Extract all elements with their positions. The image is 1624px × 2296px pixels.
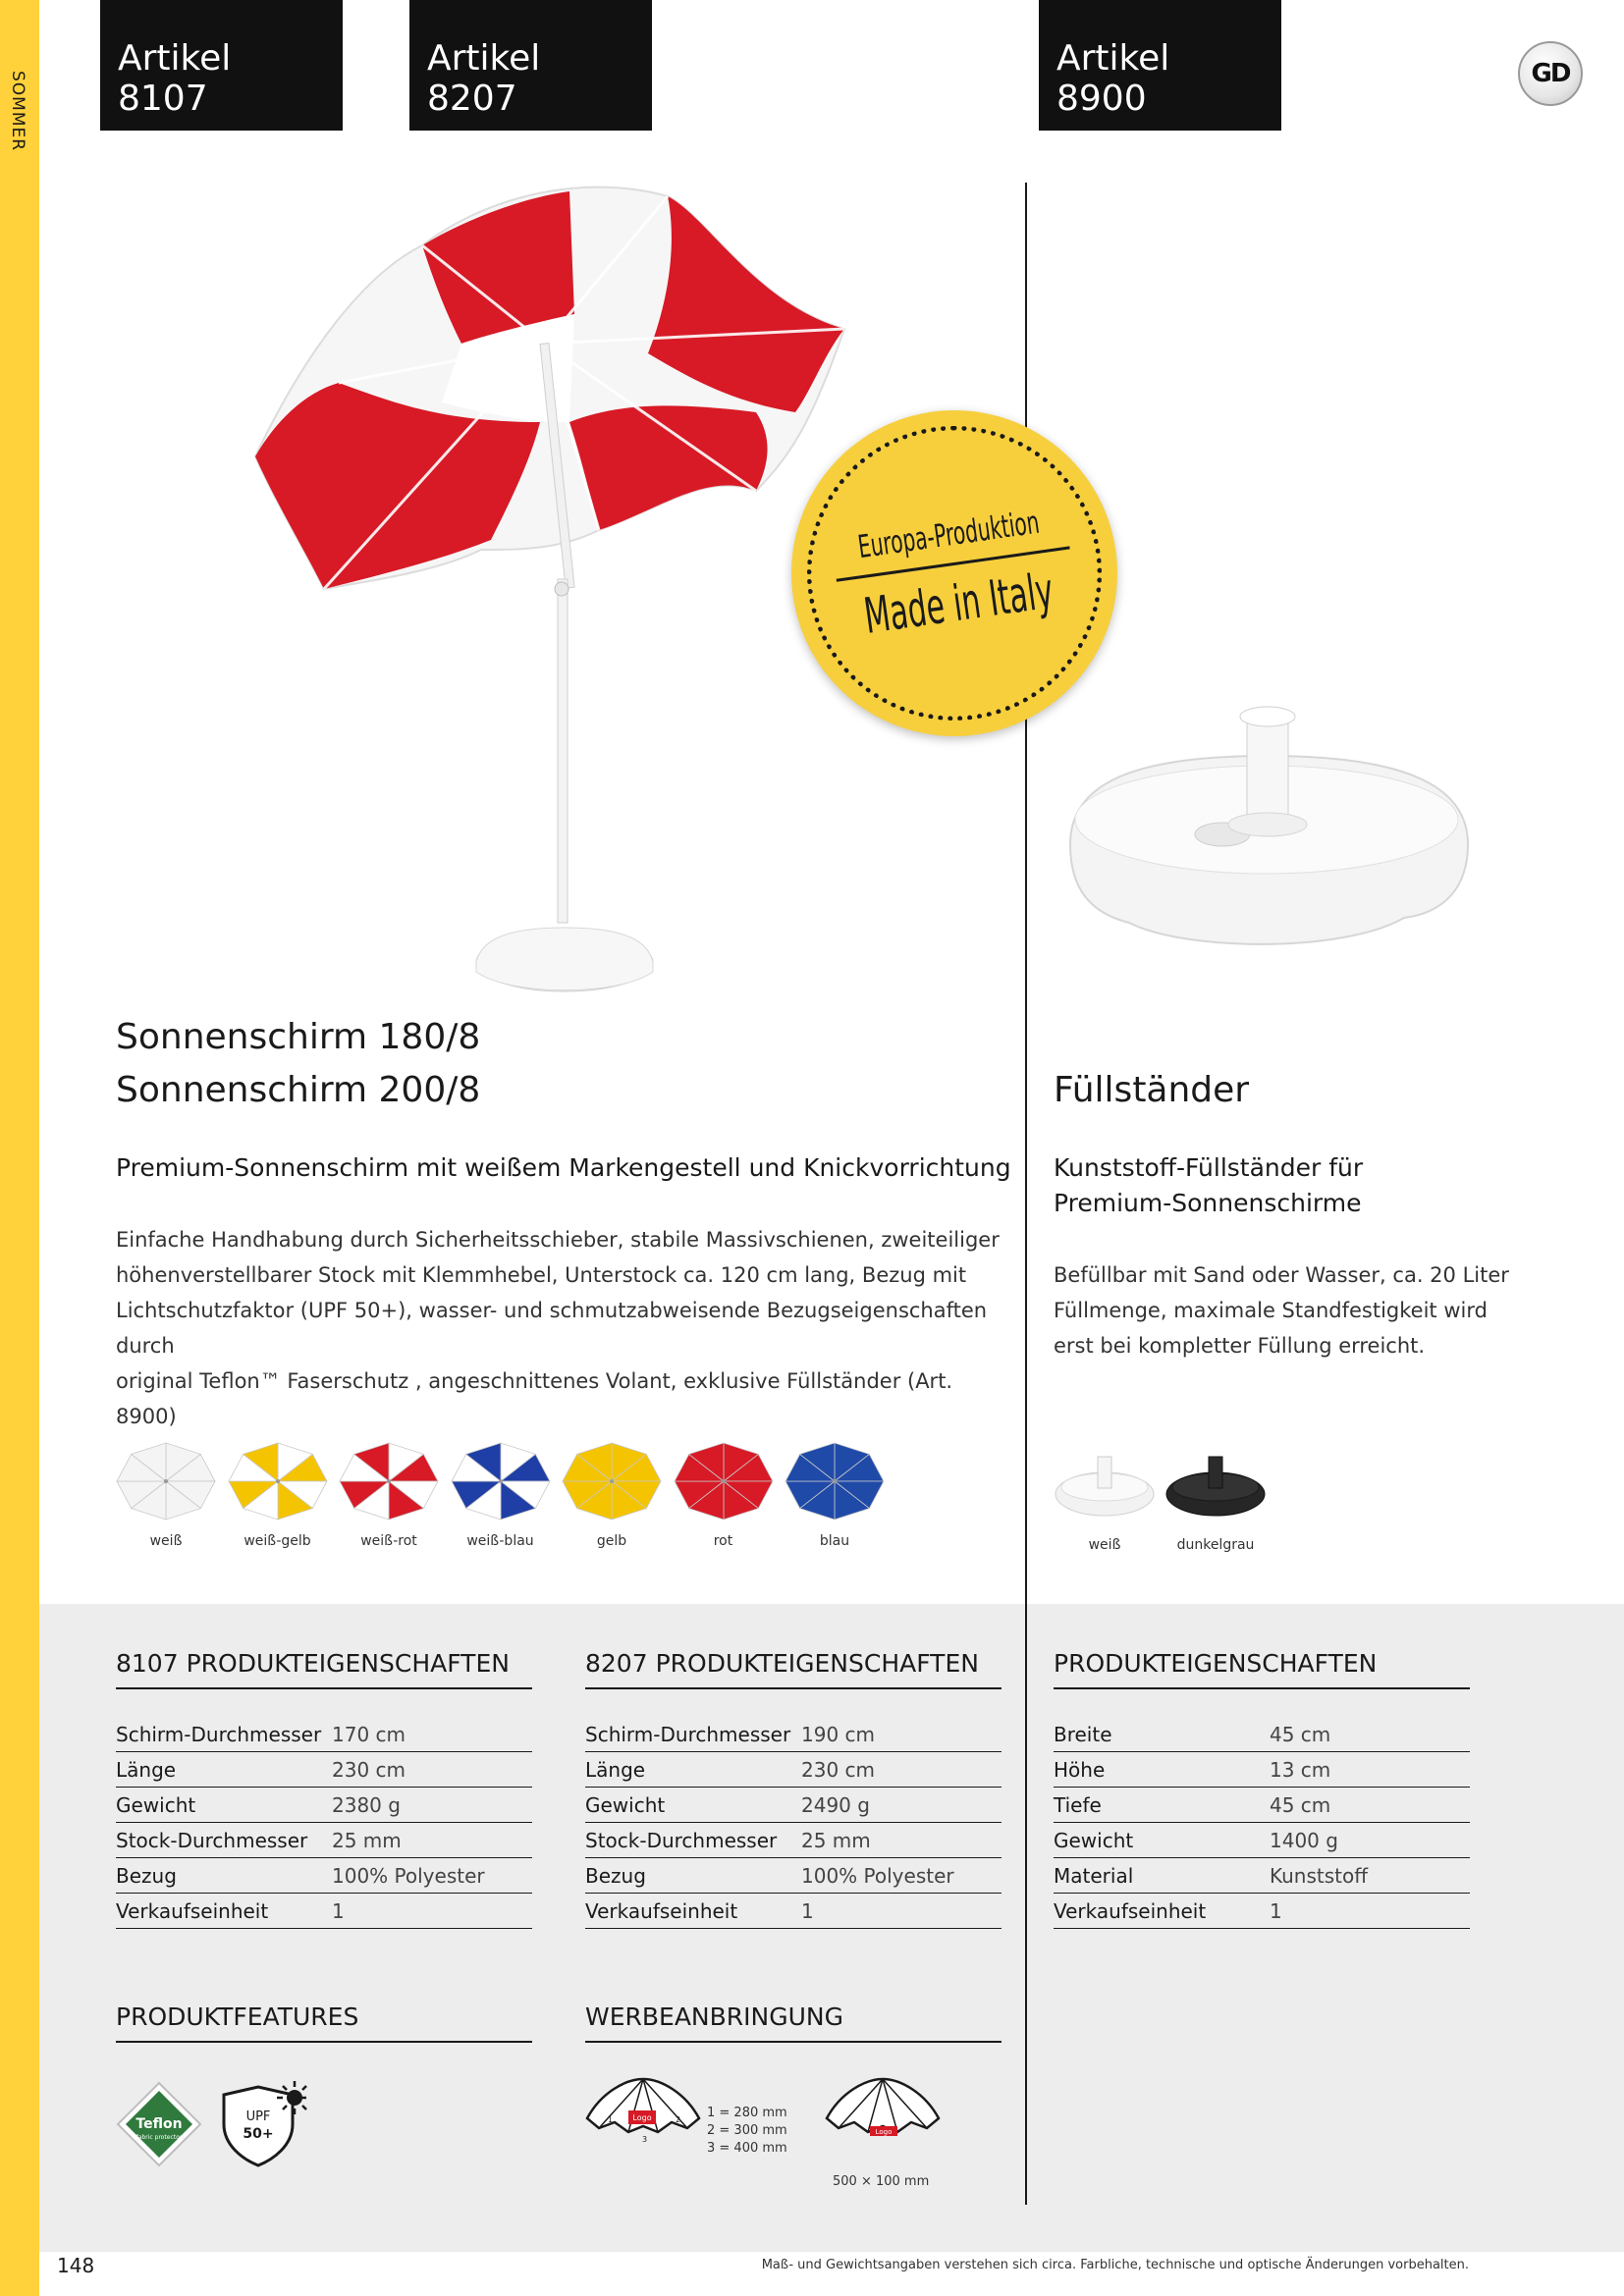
table-row xyxy=(585,1788,1001,1823)
prop-key: Verkaufseinheit xyxy=(116,1898,269,1923)
umbrella-swatch xyxy=(337,1439,441,1549)
brand-logo-text: GD xyxy=(1531,59,1570,88)
stand-swatch-label: weiß xyxy=(1088,1537,1121,1553)
prop-value: 45 cm xyxy=(1270,1792,1331,1817)
table-row xyxy=(1054,1788,1470,1823)
stand-subtitle-line-2: Premium-Sonnenschirme xyxy=(1054,1189,1362,1217)
umbrella-swatch-image xyxy=(337,1439,441,1523)
teflon-sub-label: fabric protector xyxy=(135,2134,183,2141)
prop-key: Material xyxy=(1054,1863,1134,1888)
table-row xyxy=(116,1894,532,1929)
table-row xyxy=(116,1823,532,1858)
stand-swatch-white xyxy=(1053,1443,1157,1553)
stamp-line-2: Made in Italy xyxy=(860,561,1056,645)
table-row xyxy=(585,1823,1001,1858)
table-row xyxy=(116,1752,532,1788)
branding-size-line: 1 = 280 mm xyxy=(707,2106,787,2120)
branding-valance-logo-label: Logo xyxy=(875,2128,893,2136)
prop-value: 100% Polyester xyxy=(332,1863,485,1888)
article-tab-8107 xyxy=(100,0,343,131)
prop-key: Stock-Durchmesser xyxy=(585,1828,778,1852)
table-row xyxy=(116,1788,532,1823)
stand-swatch-darkgray-image xyxy=(1164,1443,1268,1527)
branding-canopy-print-icon xyxy=(581,2071,705,2162)
article-tab-label: Artikel 8900 xyxy=(1056,38,1170,119)
prop-value: 230 cm xyxy=(332,1757,406,1782)
umbrella-swatch xyxy=(672,1439,776,1549)
umbrella-swatch-label: weiß-rot xyxy=(360,1533,417,1549)
upf-shield-icon xyxy=(214,2081,308,2169)
table-row xyxy=(1054,1823,1470,1858)
prop-key: Schirm-Durchmesser xyxy=(116,1722,322,1746)
svg-text:2: 2 xyxy=(676,2115,681,2124)
umbrella-swatch xyxy=(449,1439,553,1549)
prop-value: Kunststoff xyxy=(1270,1863,1369,1888)
article-tab-label: Artikel 8207 xyxy=(427,38,541,119)
stand-title: Füllständer xyxy=(1054,1070,1250,1110)
umbrella-swatch xyxy=(783,1439,887,1549)
prop-value: 1 xyxy=(801,1898,814,1923)
umbrella-swatch xyxy=(114,1439,218,1549)
umbrella-description-line: höhenverstellbarer Stock mit Klemmhebel, Unterstock ca. 120 cm lang, Bezug mit xyxy=(116,1263,967,1287)
table-row xyxy=(1054,1717,1470,1752)
table-row xyxy=(585,1752,1001,1788)
table-row xyxy=(116,1858,532,1894)
prop-value: 1 xyxy=(1270,1898,1282,1923)
umbrella-swatch-image xyxy=(226,1439,330,1523)
brand-logo xyxy=(1518,41,1583,106)
umbrella-swatch-label: rot xyxy=(713,1533,733,1549)
stand-description-line: erst bei kompletter Füllung erreicht. xyxy=(1054,1334,1426,1358)
umbrella-swatch-label: weiß-gelb xyxy=(244,1533,311,1549)
props-stand-table xyxy=(1054,1649,1470,1929)
table-row xyxy=(585,1717,1001,1752)
prop-value: 230 cm xyxy=(801,1757,876,1782)
umbrella-swatch-image xyxy=(114,1439,218,1523)
article-tab-label: Artikel 8107 xyxy=(118,38,232,119)
umbrella-description-line: Lichtschutzfaktor (UPF 50+), wasser- und schmutzabweisende Bezugseigenschaften durch xyxy=(116,1299,988,1358)
prop-key: Schirm-Durchmesser xyxy=(585,1722,791,1746)
prop-key: Höhe xyxy=(1054,1757,1106,1782)
prop-key: Verkaufseinheit xyxy=(1054,1898,1207,1923)
prop-key: Gewicht xyxy=(116,1792,196,1817)
page-number: 148 xyxy=(57,2254,95,2277)
prop-value: 100% Polyester xyxy=(801,1863,954,1888)
branding-title: WERBEANBRINGUNG xyxy=(585,2002,1001,2043)
prop-key: Verkaufseinheit xyxy=(585,1898,738,1923)
umbrella-product-image xyxy=(245,177,874,1011)
prop-value: 190 cm xyxy=(801,1722,876,1746)
prop-key: Bezug xyxy=(585,1863,646,1888)
side-color-bar xyxy=(0,0,39,2296)
features-title: PRODUKTFEATURES xyxy=(116,2002,532,2043)
umbrella-description-line: original Teflon™ Faserschutz , angeschnittenes Volant, exklusive Füllständer (Art. 8900) xyxy=(116,1369,953,1428)
umbrella-swatch-image xyxy=(449,1439,553,1523)
prop-key: Breite xyxy=(1054,1722,1112,1746)
upf-label: UPF xyxy=(245,2109,271,2124)
prop-value: 13 cm xyxy=(1270,1757,1331,1782)
table-row xyxy=(1054,1894,1470,1929)
prop-value: 25 mm xyxy=(332,1828,402,1852)
teflon-icon xyxy=(114,2079,204,2169)
props-stand-title: PRODUKTEIGENSCHAFTEN xyxy=(1054,1649,1470,1689)
stand-product-image xyxy=(1051,677,1483,972)
umbrella-swatch xyxy=(226,1439,330,1549)
stand-description-line: Füllmenge, maximale Standfestigkeit wird xyxy=(1054,1299,1488,1322)
prop-value: 45 cm xyxy=(1270,1722,1331,1746)
table-row xyxy=(585,1894,1001,1929)
prop-key: Länge xyxy=(116,1757,177,1782)
stand-description-line: Befüllbar mit Sand oder Wasser, ca. 20 Liter xyxy=(1054,1263,1509,1287)
branding-logo-label: Logo xyxy=(632,2113,652,2122)
article-tab-8207 xyxy=(409,0,652,131)
umbrella-swatch-image xyxy=(560,1439,664,1523)
section-label: SOMMER xyxy=(8,71,27,152)
umbrella-title-180: Sonnenschirm 180/8 xyxy=(116,1017,481,1057)
umbrella-title-200: Sonnenschirm 200/8 xyxy=(116,1070,481,1110)
branding-valance-print-icon xyxy=(821,2071,945,2162)
prop-value: 25 mm xyxy=(801,1828,871,1852)
table-row xyxy=(585,1858,1001,1894)
table-row xyxy=(1054,1858,1470,1894)
prop-value: 1 xyxy=(332,1898,345,1923)
table-row xyxy=(116,1717,532,1752)
props-8107-table xyxy=(116,1649,532,1929)
stand-swatch-label: dunkelgrau xyxy=(1176,1537,1255,1553)
umbrella-description xyxy=(116,1222,1000,1434)
stand-description xyxy=(1054,1257,1564,1363)
article-tab-8900 xyxy=(1039,0,1281,131)
prop-key: Bezug xyxy=(116,1863,177,1888)
prop-key: Tiefe xyxy=(1054,1792,1102,1817)
prop-key: Gewicht xyxy=(1054,1828,1134,1852)
teflon-label: Teflon xyxy=(135,2116,183,2132)
stand-subtitle-line-1: Kunststoff-Füllständer für xyxy=(1054,1153,1364,1182)
svg-text:1: 1 xyxy=(608,2115,614,2124)
branding-sizes xyxy=(707,2105,787,2158)
props-8107-title: 8107 PRODUKTEIGENSCHAFTEN xyxy=(116,1649,532,1689)
props-8207-table xyxy=(585,1649,1001,1929)
prop-key: Stock-Durchmesser xyxy=(116,1828,308,1852)
umbrella-swatch xyxy=(560,1439,664,1549)
umbrella-description-line: Einfache Handhabung durch Sicherheitsschieber, stabile Massivschienen, zweiteiliger xyxy=(116,1228,1000,1252)
props-8207-title: 8207 PRODUKTEIGENSCHAFTEN xyxy=(585,1649,1001,1689)
branding-valance-size: 500 × 100 mm xyxy=(833,2174,930,2189)
footer-disclaimer: Maß- und Gewichtsangaben verstehen sich circa. Farbliche, technische und optische Änderungen vorbehalten. xyxy=(761,2258,1469,2272)
prop-value: 1400 g xyxy=(1270,1828,1338,1852)
umbrella-swatch-label: weiß xyxy=(149,1533,183,1549)
table-row xyxy=(1054,1752,1470,1788)
svg-text:3: 3 xyxy=(642,2135,648,2144)
branding-size-line: 3 = 400 mm xyxy=(707,2141,787,2156)
umbrella-swatch-image xyxy=(672,1439,776,1523)
umbrella-swatch-image xyxy=(783,1439,887,1523)
umbrella-swatch-label: gelb xyxy=(596,1533,627,1549)
stamp-line-1: Europa-Produktion xyxy=(855,503,1042,565)
umbrella-subtitle: Premium-Sonnenschirm mit weißem Markengestell und Knickvorrichtung xyxy=(116,1153,1011,1182)
prop-value: 170 cm xyxy=(332,1722,406,1746)
branding-size-line: 2 = 300 mm xyxy=(707,2123,787,2138)
prop-key: Gewicht xyxy=(585,1792,666,1817)
stand-swatch-darkgray xyxy=(1164,1443,1268,1553)
upf-value: 50+ xyxy=(243,2126,274,2142)
prop-key: Länge xyxy=(585,1757,646,1782)
stand-swatch-white-image xyxy=(1053,1443,1157,1527)
umbrella-swatch-label: weiß-blau xyxy=(466,1533,534,1549)
prop-value: 2380 g xyxy=(332,1792,401,1817)
prop-value: 2490 g xyxy=(801,1792,870,1817)
umbrella-swatch-label: blau xyxy=(819,1533,850,1549)
